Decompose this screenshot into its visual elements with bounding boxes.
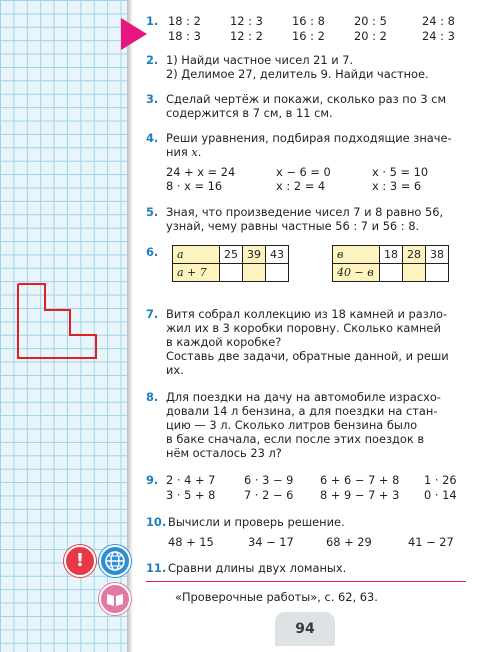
- task-number: 2.: [146, 53, 159, 67]
- expression: 41 − 27: [408, 535, 454, 549]
- task-number: 7.: [146, 307, 159, 321]
- globe-icon: [99, 545, 131, 577]
- table-cell: 28: [403, 246, 426, 264]
- expression: 18 : 3: [168, 29, 201, 43]
- task-text-line: содержится в 7 см, в 11 см.: [166, 106, 333, 120]
- table-cell: 25: [220, 246, 243, 264]
- task-text-line: Составь две задачи, обратные данной, и реши: [166, 349, 449, 363]
- function-table-a: [172, 245, 289, 282]
- task-text-line: Реши уравнения, подбирая подходящие значе-: [166, 131, 452, 145]
- expression: 8 + 9 − 7 + 3: [320, 488, 400, 502]
- task-text-line: нём осталось 23 л?: [166, 446, 282, 460]
- equation: x : 3 = 6: [372, 179, 422, 193]
- equation: x : 2 = 4: [276, 179, 326, 193]
- table-cell: [403, 264, 426, 282]
- divider-line: [146, 581, 466, 582]
- table-cell: [243, 264, 266, 282]
- task-number: 5.: [146, 205, 159, 219]
- table-cell: 43: [266, 246, 289, 264]
- table-header: 40 − в: [333, 264, 380, 282]
- task-number: 3.: [146, 92, 159, 106]
- expression: 1 · 26: [424, 473, 457, 487]
- expression: 2 · 4 + 7: [166, 473, 216, 487]
- task-text-line: Для поездки на дачу на автомобиле израсхо-: [166, 390, 441, 404]
- task-number: 9.: [146, 473, 159, 487]
- expression: 68 + 29: [326, 535, 372, 549]
- expression: 0 · 14: [424, 488, 457, 502]
- task-text-line: Сравни длины двух ломаных.: [168, 561, 347, 575]
- task-text-line: Витя собрал коллекцию из 18 камней и разло-: [166, 307, 448, 321]
- expression: 24 : 3: [422, 29, 455, 43]
- equation: x · 5 = 10: [372, 165, 429, 179]
- table-cell: [266, 264, 289, 282]
- expression: 3 · 5 + 8: [166, 488, 216, 502]
- task-text-line: ния x.: [166, 145, 202, 159]
- exclamation-icon: !: [64, 545, 96, 577]
- expression: 6 + 6 − 7 + 8: [320, 473, 400, 487]
- expression: 20 : 5: [354, 14, 387, 28]
- book-icon: [99, 583, 131, 615]
- task-number: 11.: [146, 561, 167, 575]
- expression: 12 : 3: [230, 14, 263, 28]
- page-number: 94: [275, 612, 335, 646]
- table-cell: 39: [243, 246, 266, 264]
- expression: 34 − 17: [248, 535, 294, 549]
- task-text-line: жил их в 3 коробки поровну. Сколько камней: [166, 321, 441, 335]
- expression: 18 : 2: [168, 14, 201, 28]
- table-cell: [426, 264, 449, 282]
- table-header: a: [173, 246, 220, 264]
- task-text-line: в каждой коробке?: [166, 335, 282, 349]
- table-cell: [220, 264, 243, 282]
- pink-bookmark-marker: [121, 18, 147, 50]
- task-text-line: Сделай чертёж и покажи, сколько раз по 3 см: [166, 92, 447, 106]
- task-text-line: Вычисли и проверь решение.: [168, 515, 345, 529]
- expression: 20 : 2: [354, 29, 387, 43]
- task-text-line: узнай, чему равны частные 56 : 7 и 56 : 8.: [166, 219, 420, 233]
- task-number: 4.: [146, 131, 159, 145]
- task-number: 8.: [146, 390, 159, 404]
- task-text-line: в баке сначала, если после этих поездок в: [166, 432, 425, 446]
- expression: 16 : 2: [292, 29, 325, 43]
- table-cell: 38: [426, 246, 449, 264]
- task-text-line: 2) Делимое 27, делитель 9. Найди частное.: [166, 67, 429, 81]
- task-number: 6.: [146, 245, 159, 259]
- expression: 24 : 8: [422, 14, 455, 28]
- function-table-b: [332, 245, 449, 282]
- table-header: a + 7: [173, 264, 220, 282]
- task-text-line: 1) Найди частное чисел 21 и 7.: [166, 53, 354, 67]
- task-text-line: их.: [166, 363, 184, 377]
- expression: 12 : 2: [230, 29, 263, 43]
- task-text-line: Зная, что произведение чисел 7 и 8 равно 56,: [166, 205, 444, 219]
- task-text-line: цию — 3 л. Сколько литров бензина было: [166, 418, 418, 432]
- table-header: в: [333, 246, 380, 264]
- equation: x − 6 = 0: [276, 165, 331, 179]
- equation: 8 · x = 16: [166, 179, 223, 193]
- task-text-line: довали 14 л бензина, а для поездки на стан-: [166, 404, 438, 418]
- expression: 16 : 8: [292, 14, 325, 28]
- expression: 48 + 15: [168, 535, 214, 549]
- table-cell: 18: [380, 246, 403, 264]
- workbook-reference: «Проверочные работы», с. 62, 63.: [175, 590, 378, 604]
- task-number: 10.: [146, 515, 167, 529]
- expression: 7 · 2 − 6: [244, 488, 294, 502]
- equation: 24 + x = 24: [166, 165, 236, 179]
- table-cell: [380, 264, 403, 282]
- expression: 6 · 3 − 9: [244, 473, 294, 487]
- task-number: 1.: [146, 14, 159, 28]
